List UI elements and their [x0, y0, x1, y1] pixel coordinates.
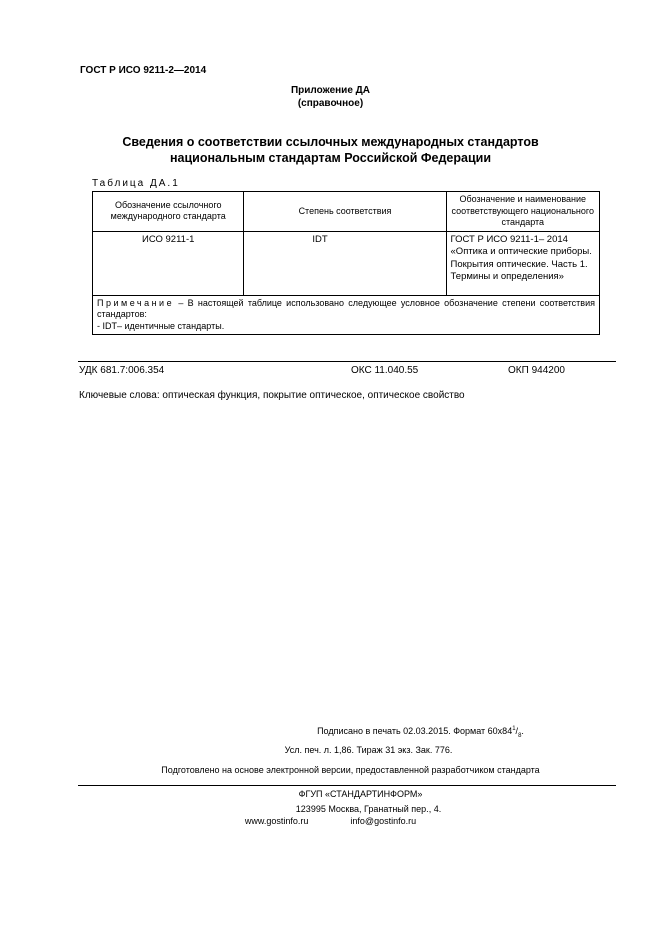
signed-for-print: Подписано в печать 02.03.2015. Формат $60x84^1/_8$. — [317, 726, 524, 739]
format-fraction-den: 8 — [518, 732, 522, 739]
table-header-row — [93, 192, 600, 232]
table-row — [93, 231, 600, 295]
document-code: ГОСТ Р ИСО 9211-2—2014 — [80, 65, 207, 76]
section-title-line-1: Сведения о соответствии ссылочных международных стандартов — [122, 135, 539, 149]
print-info: Усл. печ. л. 1,86. Тираж 31 экз. Зак. 776. — [284, 745, 453, 755]
publisher-name: ФГУП «СТАНДАРТИНФОРМ» — [298, 789, 423, 799]
oks-code: ОКС 11.040.55 — [351, 365, 419, 376]
cell-degree: IDT — [244, 231, 446, 295]
section-title-line-2: национальным стандартам Российской Федерации — [169, 151, 492, 165]
note-text: – В настоящей таблице использовано следующее условное обозначение степени соответствия стандартов: — [97, 297, 595, 319]
format-fraction-num: 1 — [512, 726, 516, 732]
note-item: - IDT– идентичные стандарты. — [97, 320, 225, 331]
correspondence-table — [92, 191, 600, 335]
annex-heading — [0, 84, 661, 110]
annex-title: Приложение ДА — [290, 85, 371, 96]
website-link[interactable]: www.gostinfo.ru — [244, 816, 309, 826]
cell-national-standard: ГОСТ Р ИСО 9211-1– 2014 «Оптика и оптические приборы. Покрытия оптические. Часть 1. Термины и определения» — [446, 231, 599, 295]
divider-top — [78, 361, 616, 362]
header-degree: Степень соответствия — [244, 192, 446, 232]
cell-ref-standard: ИСО 9211-1 — [93, 231, 244, 295]
udk-code: УДК 681.7:006.354 — [79, 365, 165, 376]
keywords: Ключевые слова: оптическая функция, покрытие оптическое, оптическое свойство — [79, 390, 465, 401]
publisher-address: 123995 Москва, Гранатный пер., 4. — [295, 804, 442, 814]
header-national-standard: Обозначение и наименование соответствующего национального стандарта — [446, 192, 599, 232]
note-label: Примечание — [97, 297, 175, 308]
publisher-contacts — [0, 816, 661, 826]
annex-subtitle: (справочное) — [297, 98, 364, 109]
prepared-note: Подготовлено на основе электронной версии, предоставленной разработчиком стандарта — [161, 765, 540, 775]
table-label: Таблица ДА.1 — [92, 178, 180, 189]
okp-code: ОКП 944200 — [508, 365, 565, 376]
table-note-row — [93, 295, 600, 335]
divider-bottom — [78, 785, 616, 786]
signed-end: . — [521, 726, 524, 736]
table-note — [93, 295, 600, 335]
email-link[interactable]: info@gostinfo.ru — [350, 816, 417, 826]
section-title — [0, 134, 661, 166]
header-ref-standard: Обозначение ссылочного международного стандарта — [93, 192, 244, 232]
signed-text: Подписано в печать 02.03.2015. Формат 60x84 — [317, 726, 513, 736]
